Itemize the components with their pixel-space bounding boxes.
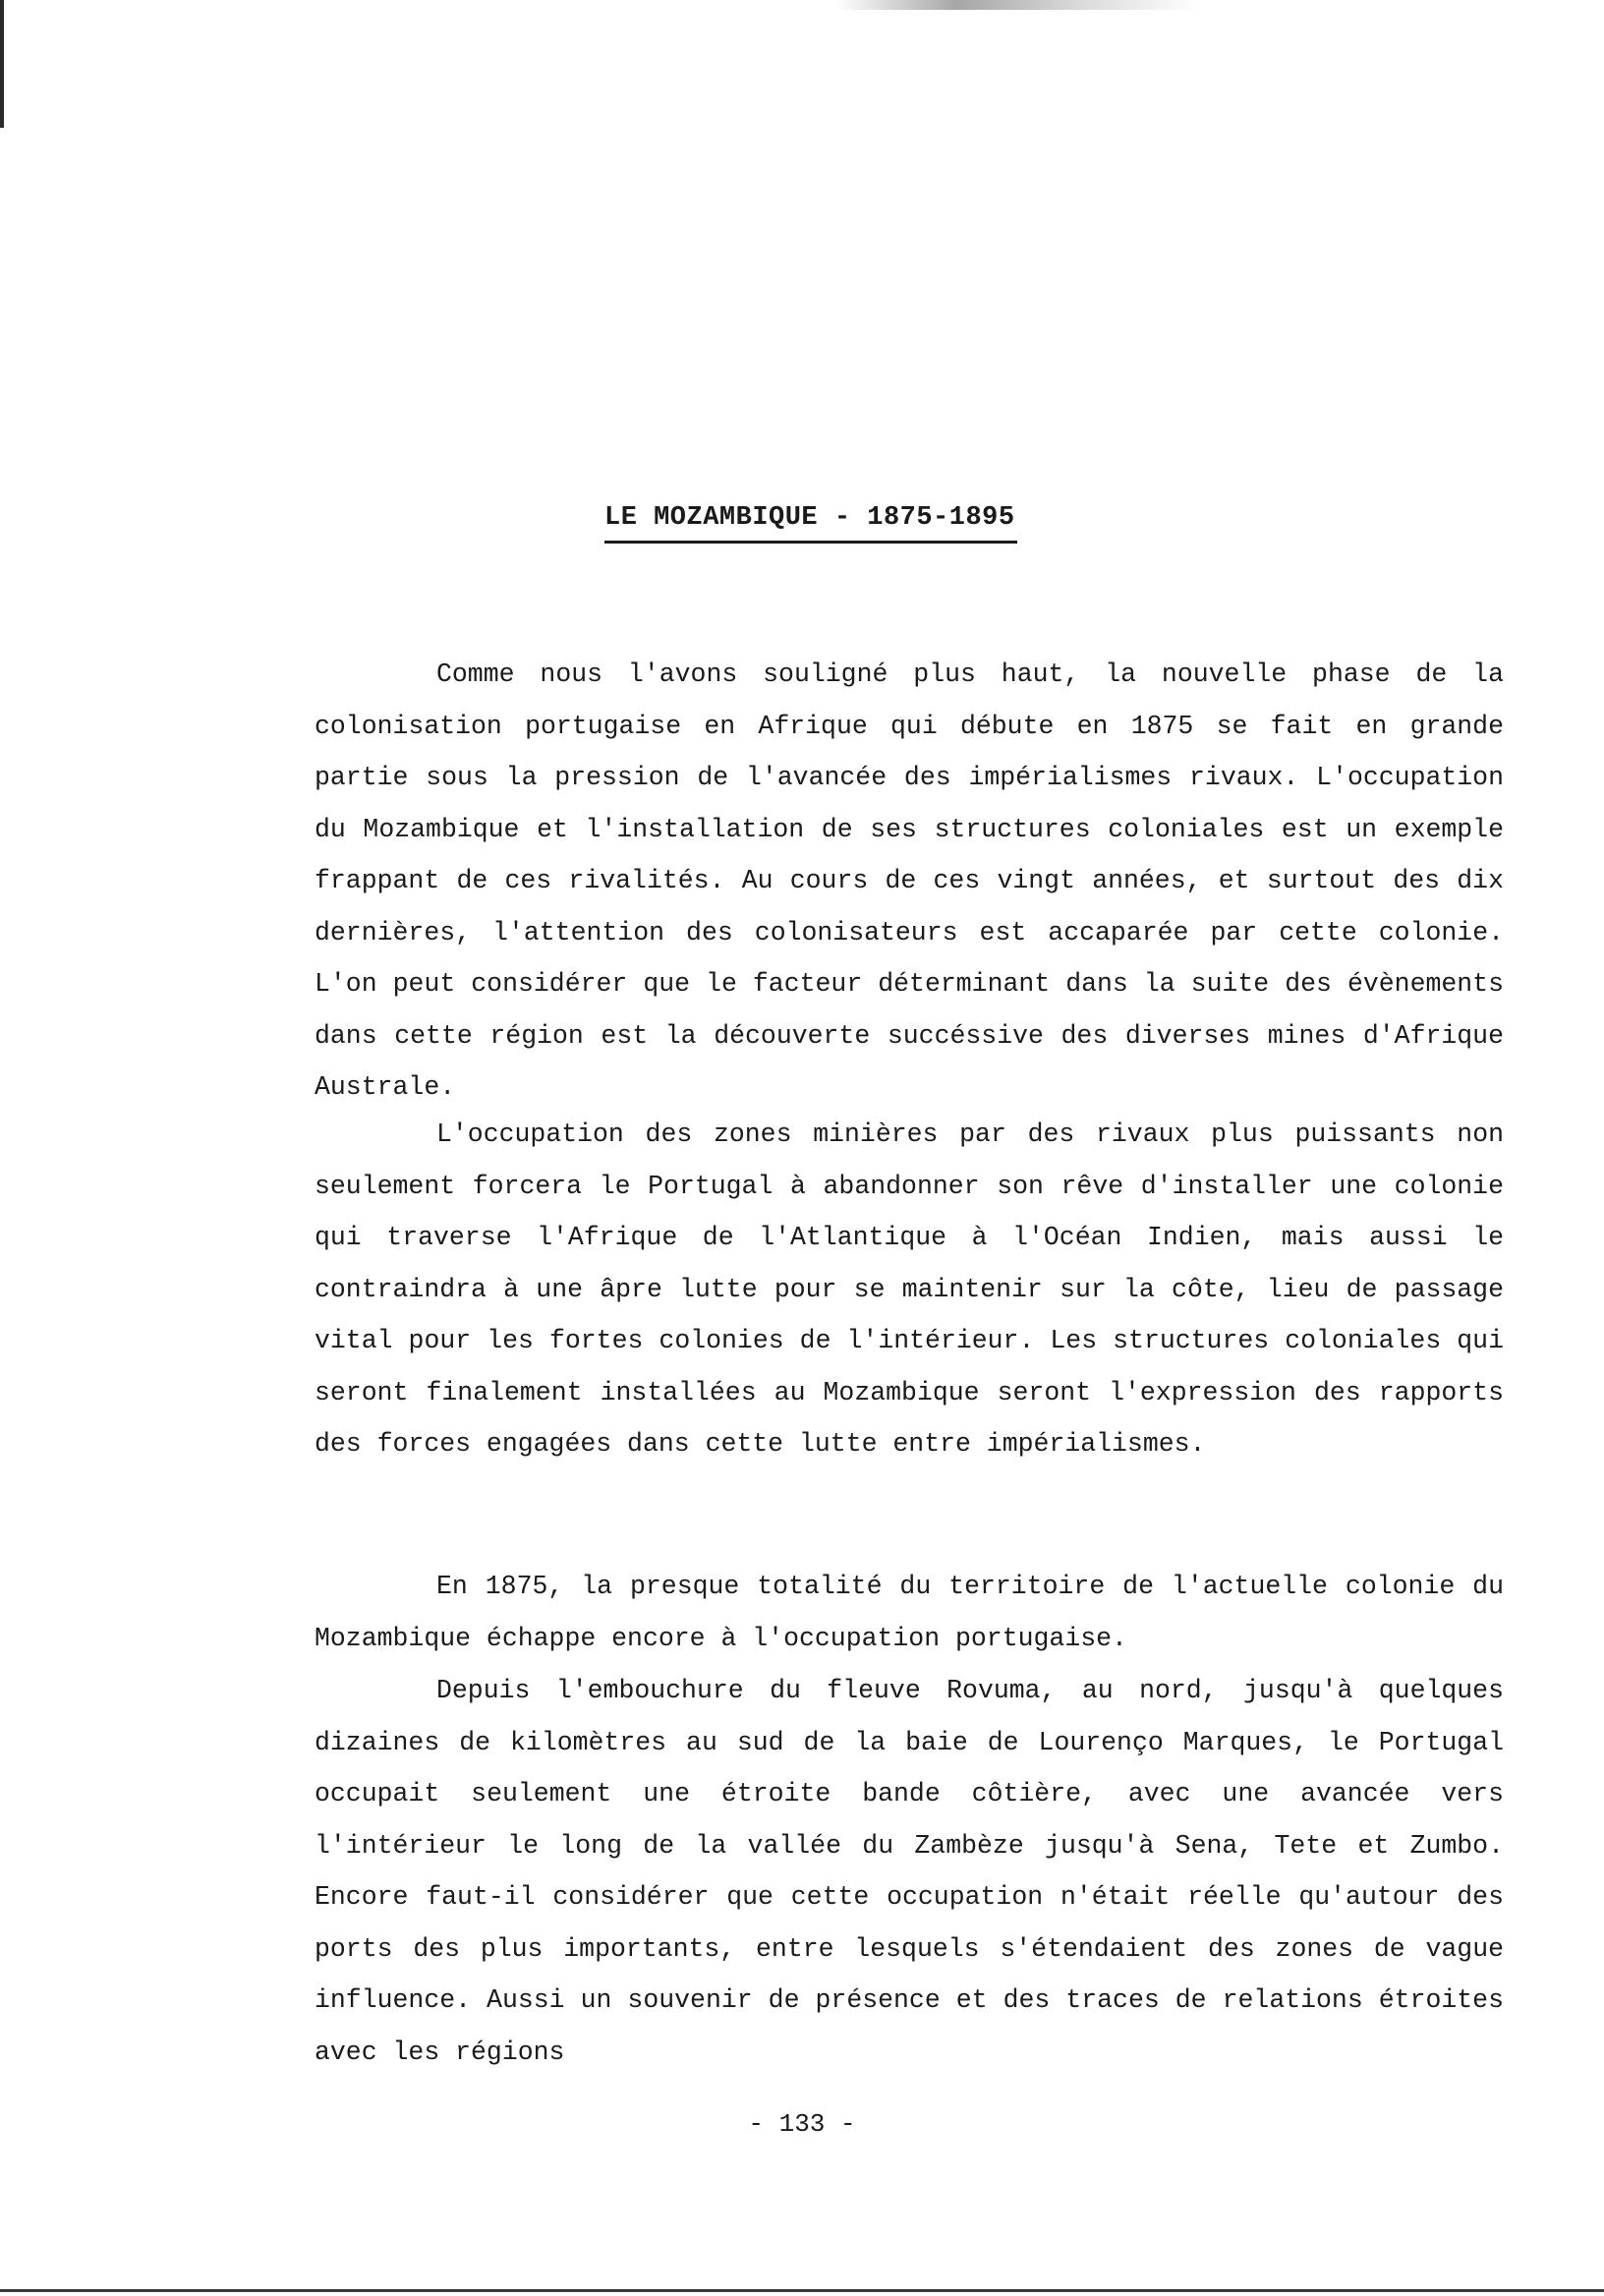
- paragraph-3: [315, 1561, 1504, 1664]
- paragraph-1: [315, 649, 1504, 1114]
- page-title: LE MOZAMBIQUE - 1875-1895: [604, 503, 1017, 544]
- scan-edge-bottom: [0, 2289, 1604, 2292]
- scan-edge-top: [835, 0, 1199, 10]
- page-number: - 133 -: [748, 2109, 856, 2139]
- paragraph-text: Comme nous l'avons souligné plus haut, la nouvelle phase de la colonisation portugaise en Afrique qui débute en 1875 se fait en grande partie sous la pression de l'avancée des impérialismes rivaux. L'occupation du Mozambique et l'installation de ses structures coloniales est un exemple frappant de ces rivalités. Au cours de ces vingt années, et surtout des dix dernières, l'attention des colonisateurs est accaparée par cette colonie. L'on peut considérer que le facteur déterminant dans la suite des évènements dans cette région est la découverte succéssive des diverses mines d'Afrique Australe.: [315, 660, 1504, 1102]
- paragraph-text: En 1875, la presque totalité du territoire de l'actuelle colonie du Mozambique échappe encore à l'occupation portugaise.: [315, 1572, 1504, 1653]
- paragraph-2: [315, 1109, 1504, 1470]
- paragraph-4: [315, 1665, 1504, 2078]
- paragraph-text: L'occupation des zones minières par des rivaux plus puissants non seulement forcera le Portugal à abandonner son rêve d'installer une colonie qui traverse l'Afrique de l'Atlantique à l'Océan Indien, mais aussi le contraindra à une âpre lutte pour se maintenir sur la côte, lieu de passage vital pour les fortes colonies de l'intérieur. Les structures coloniales qui seront finalement installées au Mozambique seront l'expression des rapports des forces engagées dans cette lutte entre impérialismes.: [315, 1119, 1504, 1459]
- paragraph-text: Depuis l'embouchure du fleuve Rovuma, au nord, jusqu'à quelques dizaines de kilomètres au sud de la baie de Lourenço Marques, le Portugal occupait seulement une étroite bande côtière, avec une avancée vers l'intérieur le long de la vallée du Zambèze jusqu'à Sena, Tete et Zumbo. Encore faut-il considérer que cette occupation n'était réelle qu'autour des ports des plus importants, entre lesquels s'étendaient des zones de vague influence. Aussi un souvenir de présence et des traces de relations étroites avec les régions: [315, 1676, 1504, 2067]
- scan-edge-left: [0, 0, 4, 128]
